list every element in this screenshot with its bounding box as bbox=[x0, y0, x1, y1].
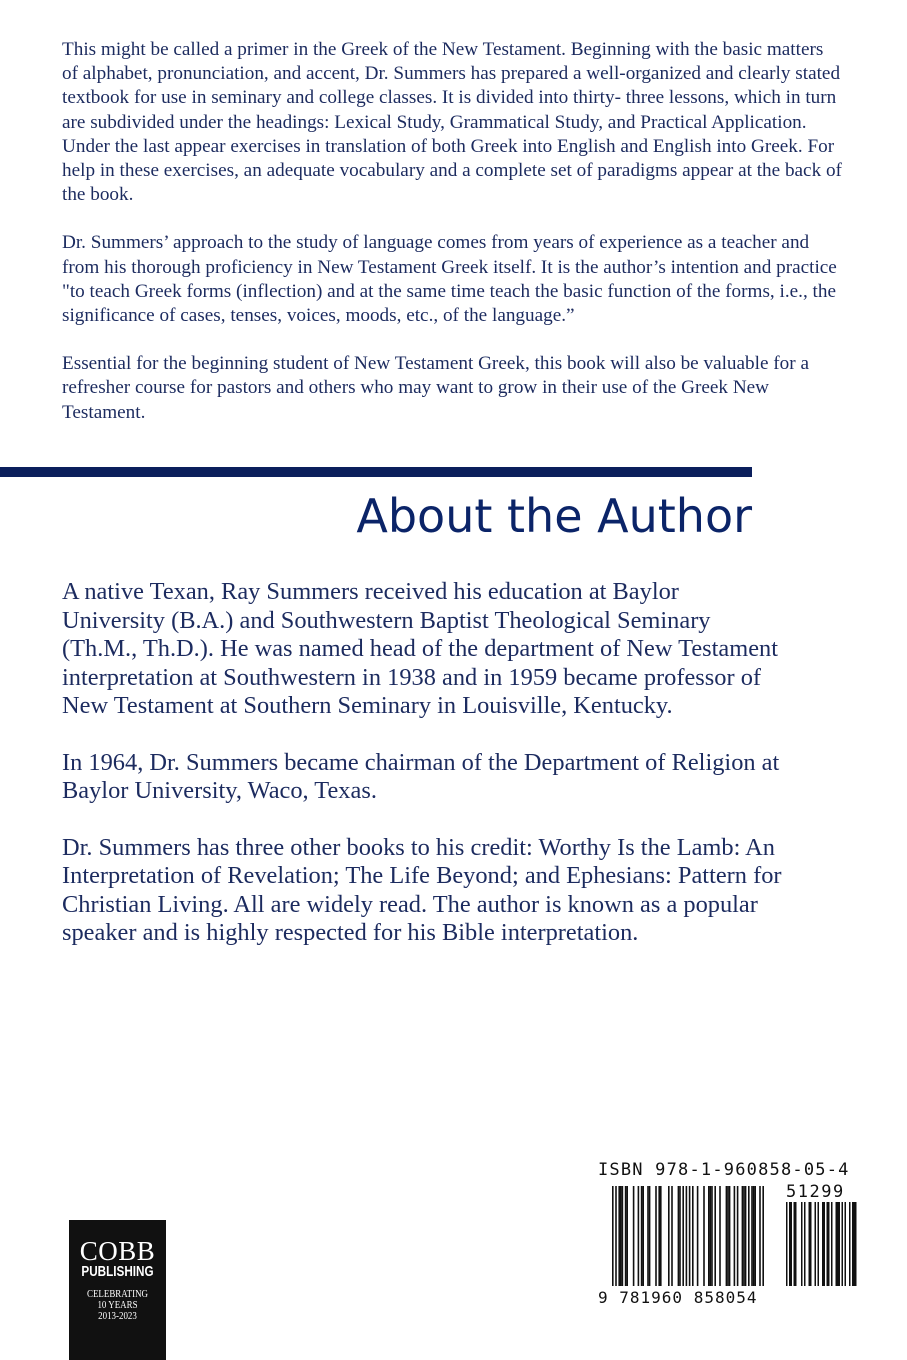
barcode-bar bbox=[618, 1186, 620, 1286]
description-paragraph-2: Dr. Summers’ approach to the study of language comes from years of experience as a teacher and from his thorough proficiency in New Testament Greek itself. It is the author’s intention and practice "to teach Greek forms (inflection) and at the same time teach the basic function of the forms, i.e., the significance of cases, tenses, voices, moods, etc., of the language.” bbox=[62, 232, 837, 327]
addon-bar bbox=[836, 1202, 838, 1286]
addon-bar bbox=[849, 1202, 851, 1286]
barcode-bar bbox=[658, 1186, 660, 1286]
bio-paragraph-3: Dr. Summers has three other books to his credit: Worthy Is the Lamb: An Interpretation of Revelation; The Life Beyond; and Ephesians: Pattern for Christian Living. All are widely read. The author is known as a popular speaker and is highly respected for his Bible interpretation. bbox=[62, 833, 782, 946]
bio-paragraph-2: In 1964, Dr. Summers became chairman of the Department of Religion at Baylor University, Waco, Texas. bbox=[62, 748, 780, 804]
addon-bar bbox=[786, 1202, 788, 1286]
addon-bar bbox=[854, 1202, 856, 1286]
description-paragraph-1: This might be called a primer in the Greek of the New Testament. Beginning with the basic matters of alphabet, pronunciation, and accent, Dr. Summers has prepared a well-organized and clearly stated textbook for use in seminary and college classes. It is divided into thirty- three lessons, which in turn are subdivided under the headings: Lexical Study, Grammatical Study, and Practical Application. Under the last appear exercises in translation of both Greek into English and English into Greek. For help in these exercises, an adequate vocabulary and a complete set of paradigms appear at the back of the book. bbox=[62, 39, 842, 206]
barcode-bar bbox=[626, 1186, 628, 1286]
isbn-text: ISBN 978-1-960858-05-4 bbox=[598, 1160, 850, 1180]
addon-bar bbox=[831, 1202, 833, 1286]
author-bio bbox=[62, 578, 782, 976]
addon-bar bbox=[794, 1202, 796, 1286]
addon-bar bbox=[842, 1202, 844, 1286]
barcode-bar bbox=[727, 1186, 729, 1286]
barcode-bar bbox=[633, 1186, 635, 1286]
addon-bar bbox=[828, 1202, 830, 1286]
book-description bbox=[62, 38, 842, 449]
barcode-bar bbox=[671, 1186, 673, 1286]
publisher-logo bbox=[69, 1220, 166, 1360]
barcode-bar bbox=[754, 1186, 756, 1286]
barcode-bar bbox=[647, 1186, 649, 1286]
section-divider bbox=[0, 467, 752, 477]
publisher-name-line1: COBB bbox=[79, 1236, 156, 1266]
addon-bar bbox=[810, 1202, 812, 1286]
addon-bar bbox=[822, 1202, 824, 1286]
barcode-bar bbox=[762, 1186, 764, 1286]
addon-bar bbox=[845, 1202, 847, 1286]
addon-bar bbox=[818, 1202, 820, 1286]
addon-bar bbox=[795, 1202, 797, 1286]
about-author-heading: About the Author bbox=[356, 489, 752, 543]
barcode-bar bbox=[615, 1186, 617, 1286]
barcode-bar bbox=[625, 1186, 627, 1286]
barcode-bar bbox=[742, 1186, 744, 1286]
barcode-bar bbox=[745, 1186, 747, 1286]
barcode-bar bbox=[697, 1186, 699, 1286]
barcode-bar bbox=[660, 1186, 662, 1286]
barcode-bar bbox=[622, 1186, 624, 1286]
barcode-bar bbox=[612, 1186, 614, 1286]
publisher-tagline-line1: CELEBRATING bbox=[87, 1289, 148, 1300]
barcode-bar bbox=[689, 1186, 691, 1286]
addon-bar bbox=[855, 1202, 857, 1286]
barcode-bar bbox=[751, 1186, 753, 1286]
addon-bar bbox=[804, 1202, 806, 1286]
barcode-bar bbox=[711, 1186, 713, 1286]
barcode-bar bbox=[708, 1186, 710, 1286]
barcode-bar bbox=[679, 1186, 681, 1286]
addon-bar bbox=[852, 1202, 854, 1286]
barcode-bar bbox=[748, 1186, 750, 1286]
barcode-bar bbox=[678, 1186, 680, 1286]
barcode-bar bbox=[753, 1186, 755, 1286]
isbn-barcode bbox=[598, 1160, 858, 1320]
barcode-bar bbox=[734, 1186, 736, 1286]
ean-digits: 9 781960 858054 bbox=[598, 1288, 758, 1307]
barcode-bar bbox=[655, 1186, 657, 1286]
addon-bar bbox=[789, 1202, 791, 1286]
addon-bar bbox=[815, 1202, 817, 1286]
barcode-bar bbox=[638, 1186, 640, 1286]
addon-bar bbox=[839, 1202, 841, 1286]
barcode-bar bbox=[743, 1186, 745, 1286]
barcode-bar bbox=[682, 1186, 684, 1286]
barcode-bar bbox=[719, 1186, 721, 1286]
price-code: 51299 bbox=[786, 1182, 845, 1202]
addon-bar bbox=[801, 1202, 803, 1286]
barcode-bar bbox=[737, 1186, 739, 1286]
barcode-bar bbox=[620, 1186, 622, 1286]
addon-bar bbox=[837, 1202, 839, 1286]
addon-bar bbox=[791, 1202, 793, 1286]
publisher-tagline-line3: 2013-2023 bbox=[98, 1311, 137, 1322]
barcode-bar bbox=[759, 1186, 761, 1286]
barcode-bar bbox=[642, 1186, 644, 1286]
barcode-bar bbox=[729, 1186, 731, 1286]
barcode-bar bbox=[714, 1186, 716, 1286]
barcode-bar bbox=[641, 1186, 643, 1286]
barcode-bar bbox=[703, 1186, 705, 1286]
description-paragraph-3: Essential for the beginning student of New Testament Greek, this book will also be valuable for a refresher course for pastors and others who may want to grow in their use of the Greek New Testament. bbox=[62, 353, 809, 423]
barcode-bar bbox=[692, 1186, 694, 1286]
barcode-bar bbox=[710, 1186, 712, 1286]
barcode-bar bbox=[668, 1186, 670, 1286]
barcode-bar bbox=[649, 1186, 651, 1286]
barcode-bar bbox=[686, 1186, 688, 1286]
publisher-tagline-line2: 10 YEARS bbox=[97, 1300, 138, 1311]
bio-paragraph-1: A native Texan, Ray Summers received his education at Baylor University (B.A.) and Southwestern Baptist Theological Seminary (Th.M., Th.D.). He was named head of the department of New Testament interpretation at Southwestern in 1938 and in 1959 became professor of New Testament at Southern Seminary in Louisville, Kentucky. bbox=[62, 578, 779, 719]
addon-bar bbox=[824, 1202, 826, 1286]
barcode-bar bbox=[726, 1186, 728, 1286]
addon-bar bbox=[827, 1202, 829, 1286]
addon-bar bbox=[809, 1202, 811, 1286]
publisher-name-line2: PUBLISHING bbox=[81, 1263, 154, 1280]
